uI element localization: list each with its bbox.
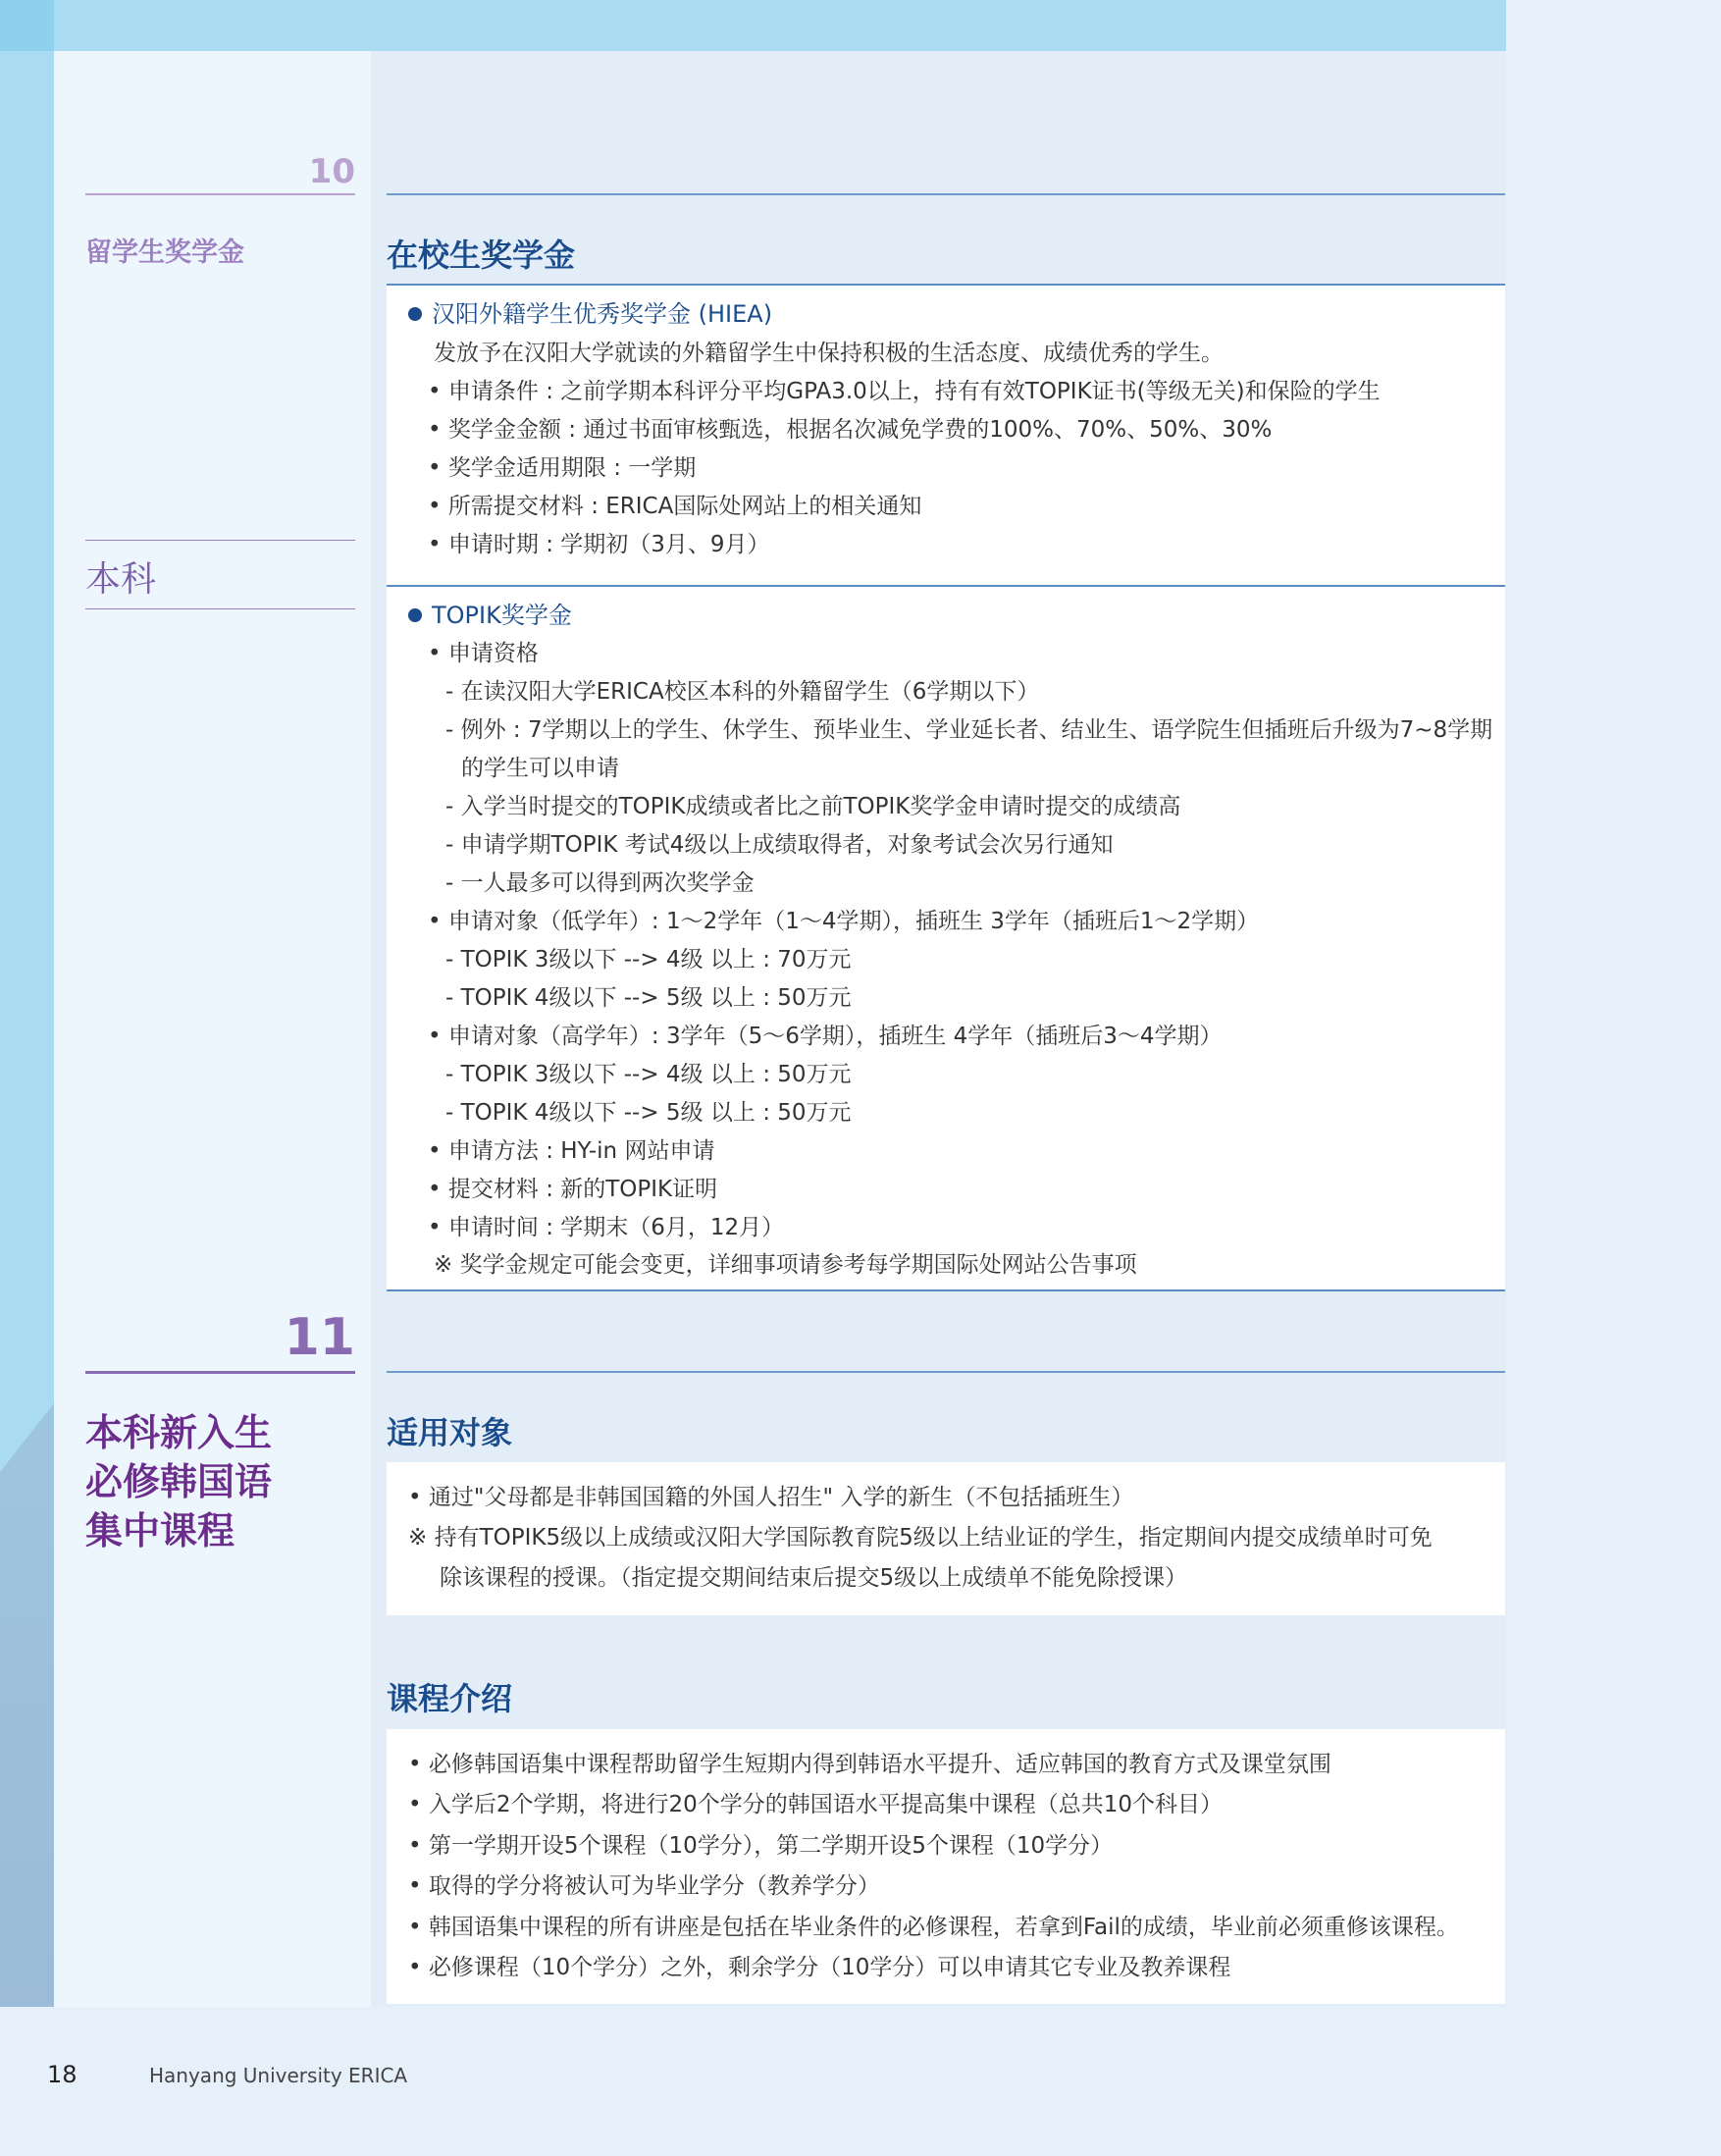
topik-line: - 申请学期TOPIK 考试4级以上成绩取得者，对象考试会次另行通知 [445, 832, 1114, 858]
topik-line: 的学生可以申请 [461, 756, 619, 781]
topik-note: ※ 奖学金规定可能会变更，详细事项请参考每学期国际处网站公告事项 [434, 1252, 1137, 1278]
target-line: ※ 持有TOPIK5级以上成绩或汉阳大学国际教育院5级以上结业证的学生，指定期间内提交成绩单时可免 [408, 1525, 1433, 1551]
section-11-side-title [85, 1408, 272, 1555]
intro-heading: 课程介绍 [387, 1680, 513, 1717]
hiea-title [408, 295, 772, 334]
topik-card [387, 585, 1505, 1291]
left-strip-fold [0, 1403, 54, 1472]
page-number: 18 [47, 2061, 78, 2088]
publication-name: Hanyang University ERICA [149, 2064, 408, 2087]
topik-line: • 申请时间 : 学期末（6月，12月） [428, 1215, 785, 1240]
section-11-number: 11 [284, 1308, 355, 1367]
topik-title [408, 597, 572, 635]
topik-line: • 申请对象（低学年）: 1～2学年（1～4学期），插班生 3学年（插班后1～2学期） [428, 909, 1260, 934]
bullet-dot-icon [408, 608, 422, 622]
topik-title-text: TOPIK奖学金 [432, 602, 572, 629]
bullet-dot-icon [408, 307, 422, 321]
hiea-title-text: 汉阳外籍学生优秀奖学金 (HIEA) [432, 300, 773, 328]
hiea-line: • 奖学金金额 : 通过书面审核甄选，根据名次减免学费的100%、70%、50%、30% [428, 417, 1273, 443]
target-line: 除该课程的授课。（指定提交期间结束后提交5级以上成绩单不能免除授课） [440, 1565, 1188, 1591]
sidebar-column [54, 51, 371, 2007]
intro-line: • 韩国语集中课程的所有讲座是包括在毕业条件的必修课程，若拿到Fail的成绩，毕业前必须重修该课程。 [408, 1915, 1459, 1940]
undergrad-top-rule [85, 540, 355, 541]
undergrad-bottom-rule [85, 608, 355, 609]
section-10-heading: 在校生奖学金 [387, 237, 576, 274]
intro-line: • 取得的学分将被认可为毕业学分（教养学分） [408, 1873, 880, 1899]
corner-block [0, 0, 54, 51]
topik-line: • 申请对象（高学年）: 3学年（5～6学期），插班生 4学年（插班后3～4学期） [428, 1024, 1223, 1049]
hiea-line: 发放予在汉阳大学就读的外籍留学生中保持积极的生活态度、成绩优秀的学生。 [434, 341, 1224, 366]
topik-line: - TOPIK 3级以下 --> 4级 以上 : 50万元 [445, 1062, 852, 1087]
top-color-band [0, 0, 1506, 51]
hiea-card [387, 284, 1505, 586]
topik-line: - TOPIK 4级以下 --> 5级 以上 : 50万元 [445, 1100, 852, 1126]
topik-line: • 申请方法 : HY-in 网站申请 [428, 1138, 715, 1164]
target-heading: 适用对象 [387, 1414, 513, 1451]
section-11-main-rule [387, 1371, 1505, 1373]
topik-line: - TOPIK 3级以下 --> 4级 以上 : 70万元 [445, 947, 852, 973]
topik-line: - 例外 : 7学期以上的学生、休学生、预毕业生、学业延长者、结业生、语学院生但插班后升级为7~8学期 [445, 717, 1493, 743]
hiea-line: • 奖学金适用期限 : 一学期 [428, 455, 697, 481]
hiea-line: • 申请时期 : 学期初（3月、9月） [428, 532, 770, 557]
section-11-side-title-line: 本科新入生 [85, 1411, 273, 1454]
section-10-side-title: 留学生奖学金 [85, 237, 244, 268]
target-line: • 通过"父母都是非韩国国籍的外国人招生" 入学的新生（不包括插班生） [408, 1485, 1134, 1510]
topik-line: • 申请资格 [428, 641, 539, 666]
intro-line: • 第一学期开设5个课程（10学分），第二学期开设5个课程（10学分） [408, 1833, 1114, 1859]
topik-line: - TOPIK 4级以下 --> 5级 以上 : 50万元 [445, 985, 852, 1011]
intro-line: • 必修课程（10个学分）之外，剩余学分（10学分）可以申请其它专业及教养课程 [408, 1955, 1231, 1980]
intro-line: • 入学后2个学期，将进行20个学分的韩国语水平提高集中课程（总共10个科目） [408, 1792, 1224, 1817]
section-11-side-title-line: 集中课程 [85, 1509, 235, 1552]
hiea-line: • 所需提交材料 : ERICA国际处网站上的相关通知 [428, 494, 922, 519]
intro-card [387, 1729, 1505, 2004]
left-strip-lower-tone [0, 1403, 54, 2007]
topik-line: - 在读汉阳大学ERICA校区本科的外籍留学生（6学期以下） [445, 679, 1040, 705]
hiea-line: • 申请条件 : 之前学期本科评分平均GPA3.0以上，持有有效TOPIK证书(等级无关)和保险的学生 [428, 379, 1381, 404]
section-11-side-title-line: 必修韩国语 [85, 1460, 273, 1503]
topik-line: • 提交材料 : 新的TOPIK证明 [428, 1177, 718, 1202]
undergrad-label: 本科 [85, 559, 157, 600]
intro-line: • 必修韩国语集中课程帮助留学生短期内得到韩语水平提升、适应韩国的教育方式及课堂氛围 [408, 1752, 1331, 1777]
section-10-side-rule [85, 193, 355, 195]
section-10-number: 10 [308, 152, 355, 191]
topik-line: - 入学当时提交的TOPIK成绩或者比之前TOPIK奖学金申请时提交的成绩高 [445, 794, 1181, 819]
target-card [387, 1462, 1505, 1615]
section-10-main-rule [387, 193, 1505, 195]
topik-line: - 一人最多可以得到两次奖学金 [445, 870, 755, 896]
section-11-side-rule [85, 1371, 355, 1374]
